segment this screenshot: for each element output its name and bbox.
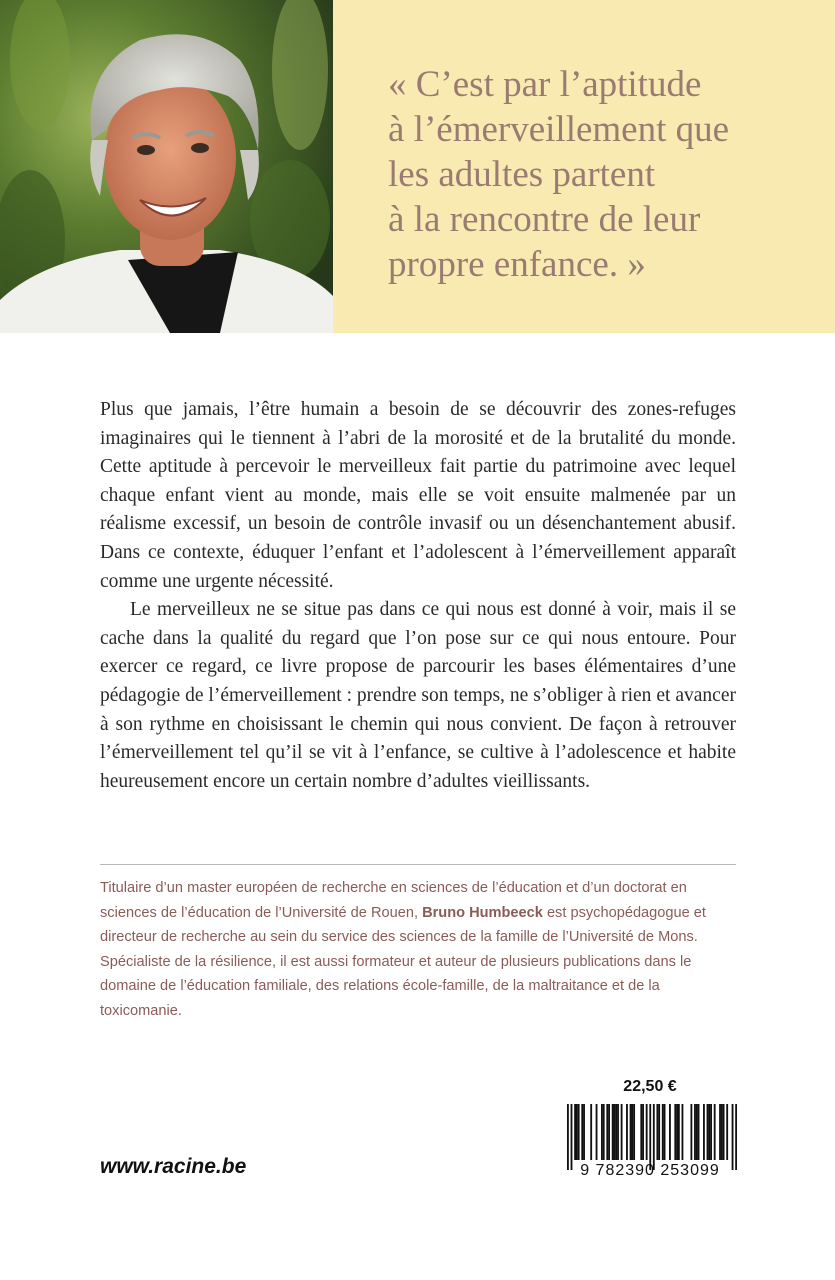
barcode-bar xyxy=(682,1104,684,1160)
barcode-bar xyxy=(726,1104,728,1160)
section-divider xyxy=(100,864,736,865)
barcode-bar xyxy=(631,1104,633,1160)
barcode-bar xyxy=(608,1104,610,1160)
price-label: 22,50 € xyxy=(623,1078,677,1095)
barcode-bar xyxy=(732,1104,734,1170)
barcode-bar xyxy=(567,1104,569,1170)
barcode-bar xyxy=(606,1104,608,1160)
barcode-bar xyxy=(649,1104,651,1170)
barcode-bar xyxy=(723,1104,725,1160)
barcode-bar xyxy=(656,1104,658,1160)
barcode-bar xyxy=(719,1104,721,1160)
barcode-bar xyxy=(614,1104,616,1160)
barcode-bar xyxy=(596,1104,598,1160)
barcode-bar xyxy=(617,1104,619,1160)
top-band xyxy=(0,0,835,333)
barcode-bar xyxy=(646,1104,648,1160)
barcode-bar xyxy=(642,1104,644,1160)
barcode-bar xyxy=(603,1104,605,1160)
barcode-bar xyxy=(698,1104,700,1160)
barcode-bars xyxy=(567,1104,737,1170)
barcode-bar xyxy=(615,1104,617,1160)
author-portrait-photo xyxy=(0,0,333,333)
barcode-bar xyxy=(578,1104,580,1160)
description-paragraph-1: Plus que jamais, l’être humain a besoin de se découvrir des zones-refuges imaginaires qui le tiennent à l’abri de la morosité et de la brutalité du monde. Cette aptitude à percevoir le merveilleux fait partie du patrimoine avec lequel chaque enfant vient au monde, mais elle se voit ensuite malmenée par un réalisme excessif, un besoin de contrôle invasif ou un désenchantement abusif. Dans ce contexte, éduquer l’enfant et l’adolescent à l’émerveillement apparaît comme une urgente nécessité. xyxy=(100,399,736,592)
quote-panel xyxy=(333,0,835,333)
barcode-bar xyxy=(574,1104,576,1160)
barcode-bar xyxy=(658,1104,660,1160)
barcode-bar xyxy=(576,1104,578,1160)
barcode-bar xyxy=(678,1104,680,1160)
description-paragraph-2: Le merveilleux ne se situe pas dans ce qui nous est donné à voir, mais il se cache dans la qualité du regard que l’on pose sur ce qui nous entoure. Pour exercer ce regard, ce livre propose de parcourir les bases élémentaires d’une pédagogie de l’émerveillement : prendre son temps, ne s’obliger à rien et avancer à son rythme en choisissant le chemin qui nous convient. De façon à retrouver l’émerveillement tel qu’il se vit à l’enfance, se cultive à l’adolescence et habite heureusement encore un certain nombre d’adultes vieillissants. xyxy=(100,599,736,792)
barcode-bar xyxy=(653,1104,655,1170)
barcode-bar xyxy=(633,1104,635,1160)
barcode-bar xyxy=(674,1104,676,1160)
author-portrait-illustration xyxy=(0,0,333,333)
barcode-bar xyxy=(707,1104,709,1160)
barcode-bar xyxy=(710,1104,712,1160)
barcode-bar xyxy=(662,1104,664,1160)
barcode-bar xyxy=(676,1104,678,1160)
barcode-bar xyxy=(601,1104,603,1160)
bio-text-before-name: Titulaire d’un master européen de recherche en sciences de l’éducation et d’un doctorat en sciences de l’éducation de l’Université de Rouen, xyxy=(100,880,687,921)
barcode-bar xyxy=(714,1104,716,1160)
pull-quote: « C’est par l’aptitude à l’émerveillement que les adultes partent à la rencontre de leur propre enfance. » xyxy=(388,64,730,285)
barcode-bar xyxy=(708,1104,710,1160)
barcode-bar xyxy=(694,1104,696,1160)
barcode-bar xyxy=(640,1104,642,1160)
barcode-bar xyxy=(590,1104,592,1160)
barcode-bar xyxy=(626,1104,628,1160)
barcode-bar xyxy=(690,1104,692,1160)
barcode-bar xyxy=(630,1104,632,1160)
author-bio xyxy=(100,876,740,1024)
isbn-number: 9 782390 253099 xyxy=(580,1162,720,1179)
barcode-bar xyxy=(721,1104,723,1160)
barcode-bar xyxy=(669,1104,671,1160)
barcode-bar xyxy=(703,1104,705,1160)
barcode-bar xyxy=(583,1104,585,1160)
barcode-bar xyxy=(696,1104,698,1160)
barcode-bar xyxy=(735,1104,737,1170)
publisher-website: www.racine.be xyxy=(100,1155,247,1178)
barcode-bar xyxy=(664,1104,666,1160)
barcode-bar xyxy=(621,1104,623,1160)
barcode-bar xyxy=(581,1104,583,1160)
barcode-bar xyxy=(612,1104,614,1160)
bio-text-after-name: est psychopédagogue et directeur de recherche au sein du service des sciences de la famille de l’Université de Mons. Spécialiste de la résilience, il est aussi formateur et auteur de plusieurs publications dans le domaine de l’éducation familiale, des relations école-famille, de la maltraitance et de la toxicomanie. xyxy=(100,904,706,1019)
back-cover-description xyxy=(100,396,736,796)
author-name: Bruno Humbeeck xyxy=(422,904,543,921)
barcode-bar xyxy=(571,1104,573,1170)
